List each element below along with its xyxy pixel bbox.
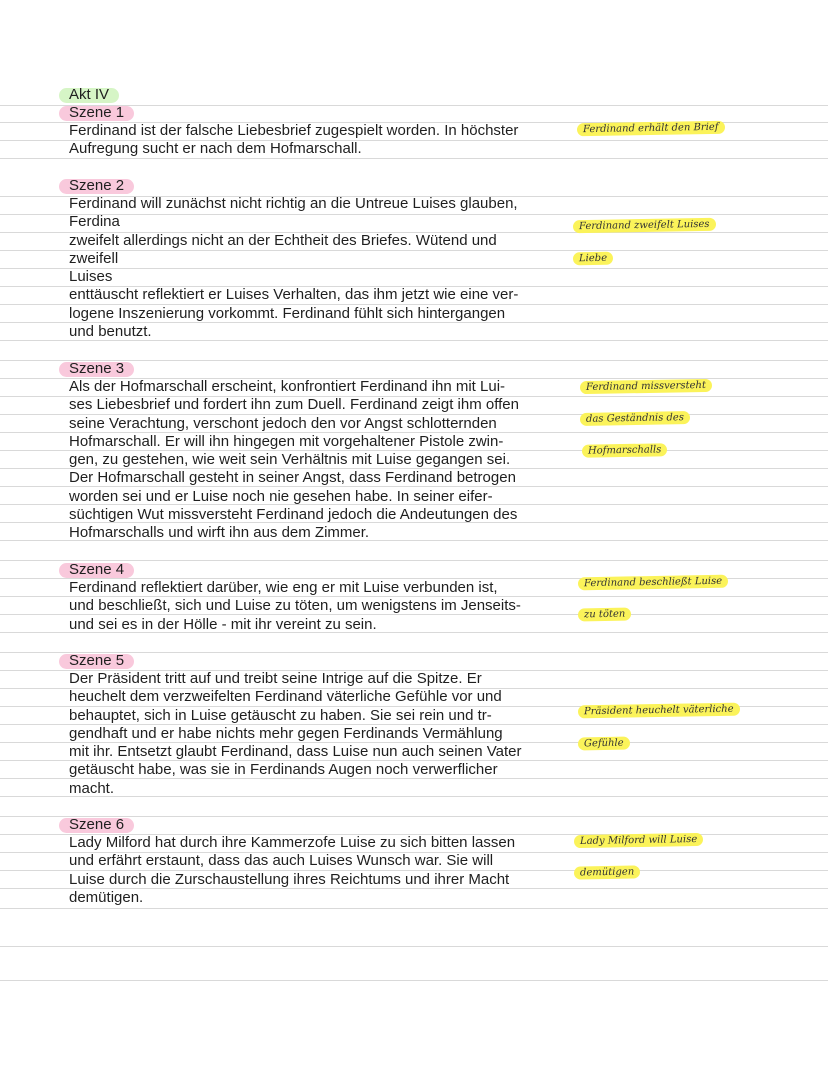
scene-block [69,360,559,543]
scene-text-line: Hofmarschalls und wirft ihn aus dem Zimmer. [69,524,370,542]
scene-text-line: Der Präsident tritt auf und treibt seine Intrige auf die Spitze. Er [69,670,482,687]
margin-note: Ferdinand beschließt Luise [578,575,728,591]
scene-text-line: getäuscht habe, was sie in Ferdinands Augen noch verwerflicher [69,761,498,779]
scene-heading: Szene 6 [69,816,132,834]
scene-text-line: macht. [69,779,115,797]
ruled-line [0,980,828,981]
scene-block [69,177,559,341]
scene-text-line: und erfährt erstaunt, dass das auch Luises Wunsch war. Sie will [69,852,494,870]
act-title-block [69,86,559,104]
scene-heading: Szene 4 [69,561,132,579]
scene-text-line: Hofmarschall. Er will ihn hingegen mit vorgehaltener Pistole zwin- [69,432,504,450]
scene-text-line: und benutzt. [69,323,152,341]
ruled-line [0,946,828,947]
scene-text-line: und beschließt, sich und Luise zu töten, um wenigstens im Jenseits- [69,597,521,615]
scene-text-line: behauptet, sich in Luise getäuscht zu haben. Sie sei rein und tr- [69,706,492,724]
scene-heading: Szene 3 [69,360,132,378]
scene-text-line: Der Hofmarschall gesteht in seiner Angst, dass Ferdinand betrogen [69,469,516,487]
scene-text-line: gen, zu gestehen, wie weit sein Verhältnis mit Luise gegangen sei. [69,451,511,469]
scene-block [69,104,559,159]
scene-text-line: und sei es in der Hölle - mit ihr vereint zu sein. [69,615,377,633]
scene-text-line: seine Verachtung, verschont jedoch den vor Angst schlotternden [69,414,497,432]
margin-note: Ferdinand zweifelt Luises [573,218,716,233]
scene-heading: Szene 5 [69,652,132,670]
margin-note: Präsident heuchelt väterliche [578,703,740,719]
scene-text-line: Ferdinand reflektiert darüber, wie eng er mit Luise verbunden ist, [69,579,498,596]
margin-note: zu töten [578,608,632,622]
margin-note: Ferdinand erhält den Brief [577,121,725,137]
scene-text-line: süchtigen Wut missversteht Ferdinand jedoch die Andeutungen des [69,506,518,524]
scene-text-line: Luises [69,268,113,286]
scene-text-line: Luise durch die Zurschaustellung ihres Reichtums und ihrer Macht [69,870,510,888]
scene-block [69,561,559,634]
margin-note: Lady Milford will Luise [574,833,703,848]
scene-text-line: mit ihr. Entsetzt glaubt Ferdinand, dass Luise nun auch seinen Vater [69,743,522,761]
margin-note: Liebe [573,252,613,266]
scene-block [69,816,559,907]
scene-text-line: Ferdinand ist der falsche Liebesbrief zugespielt worden. In höchster [69,122,519,139]
scene-text-line: Aufregung sucht er nach dem Hofmarschall. [69,140,362,158]
scene-text-line: zweifell [69,249,119,267]
scene-text-line: Ferdina [69,213,120,231]
scene-heading: Szene 2 [69,177,132,195]
scene-text-line: enttäuscht reflektiert er Luises Verhalten, das ihm jetzt wie eine ver- [69,286,519,304]
margin-note: demütigen [574,865,640,879]
scene-block [69,652,559,798]
scene-text-line: zweifelt allerdings nicht an der Echtheit des Briefes. Wütend und [69,231,497,249]
scene-text-line: logene Inszenierung vorkommt. Ferdinand fühlt sich hintergangen [69,304,506,322]
margin-note: das Geständnis des [580,411,690,426]
scene-text-line: Ferdinand will zunächst nicht richtig an die Untreue Luises glauben, [69,195,518,212]
act-title: Akt IV [69,86,117,104]
margin-note: Hofmarschalls [582,443,668,457]
scene-text-line: Als der Hofmarschall erscheint, konfrontiert Ferdinand ihn mit Lui- [69,378,506,395]
scene-text-line: Lady Milford hat durch ihre Kammerzofe Luise zu sich bitten lassen [69,834,516,851]
scene-heading: Szene 1 [69,104,132,122]
scene-text-line: ses Liebesbrief und fordert ihn zum Duell. Ferdinand zeigt ihm offen [69,396,519,414]
scene-text-line: worden sei und er Luise noch nie gesehen habe. In seiner eifer- [69,487,493,505]
scene-text-line: demütigen. [69,888,144,906]
scene-text-line: heuchelt dem verzweifelten Ferdinand väterliche Gefühle vor und [69,688,502,706]
margin-note: Gefühle [578,737,630,751]
ruled-line [0,908,828,909]
scene-text-line: gendhaft und er habe nichts mehr gegen Ferdinands Vermählung [69,724,503,742]
margin-note: Ferdinand missversteht [580,379,712,394]
